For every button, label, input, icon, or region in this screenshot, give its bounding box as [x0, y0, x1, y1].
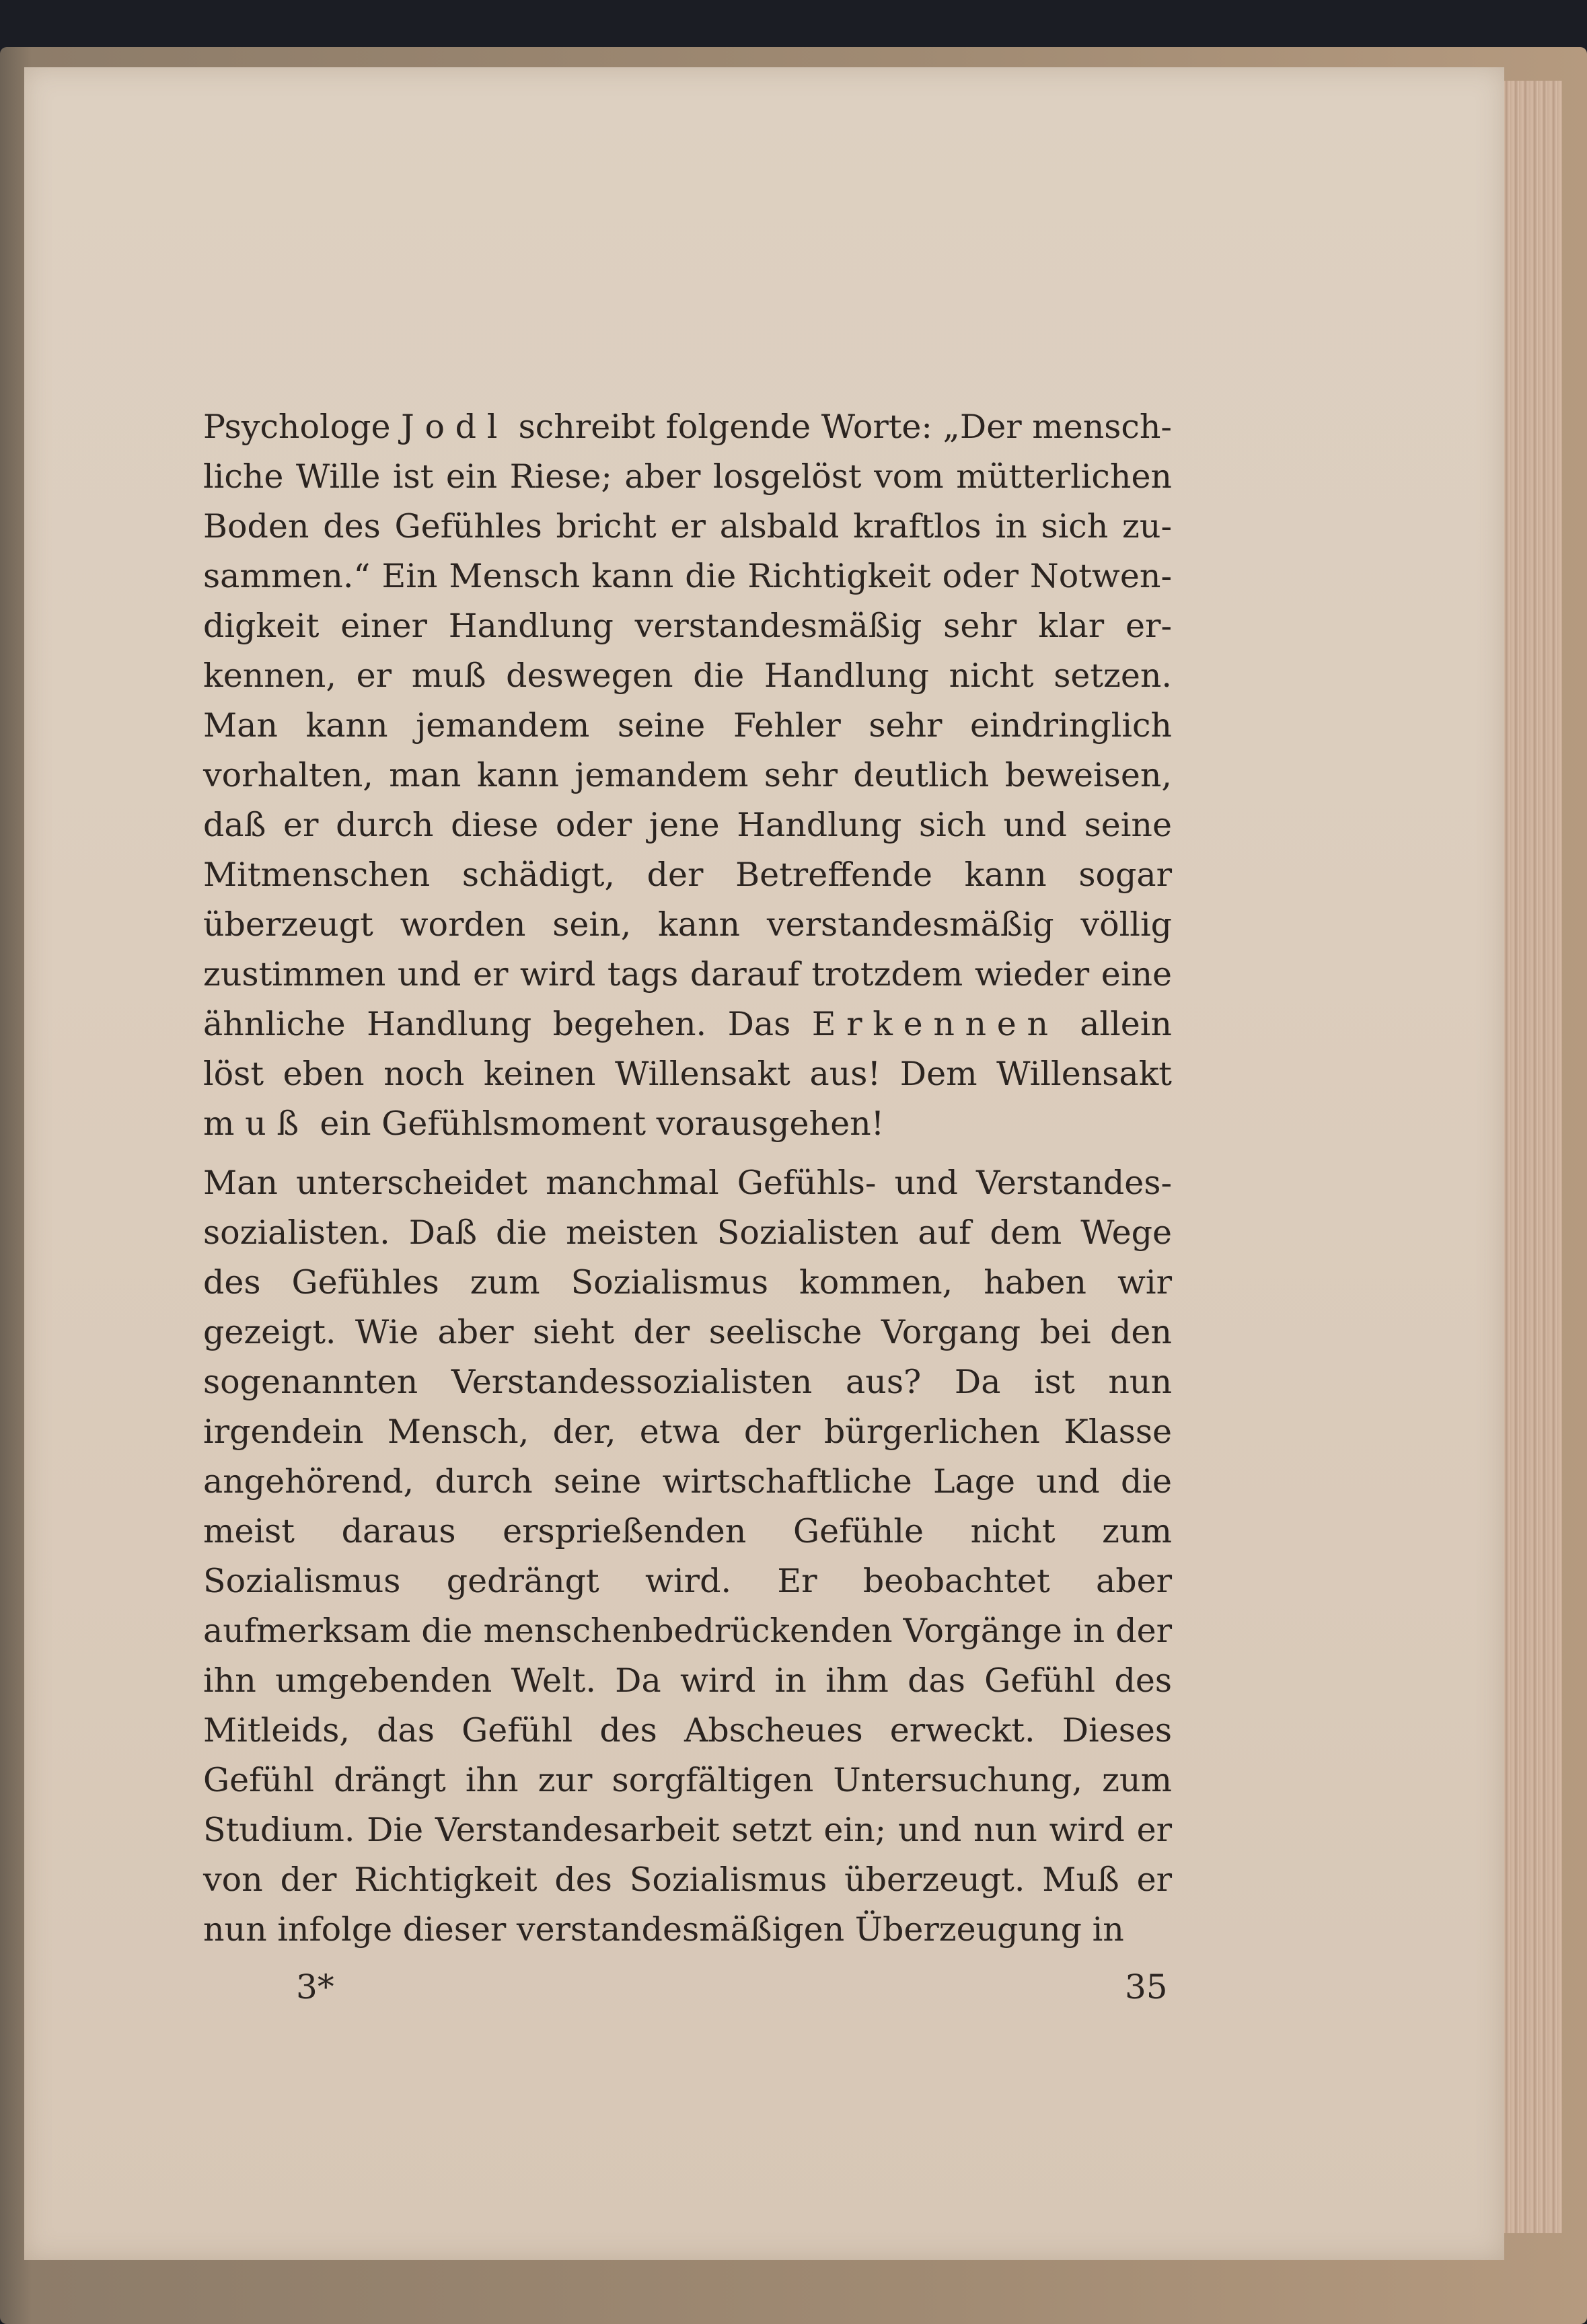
paragraph-2: Man unterscheidet manchmal Gefühls- und Verstandessozialisten. Daß die meisten Sozialisten auf dem Wege des Gefühles zum Sozialismus kommen, haben wir gezeigt. Wie aber sieht der seelische Vorgang bei den sogenannten Verstandessozialisten aus? Da ist nun irgendein Mensch, der, etwa der bürgerlichen Klasse angehörend, durch seine wirtschaftliche Lage und die meist daraus ersprießenden Gefühle nicht zum Sozialismus gedrängt wird. Er beobachtet aber aufmerksam die menschenbedrückenden Vorgänge in der ihn umgebenden Welt. Da wird in ihm das Gefühl des Mitleids, das Gefühl des Abscheues erweckt. Dieses Gefühl drängt ihn zur sorgfältigen Untersuchung, zum Studium. Die Verstandesarbeit setzt ein; und nun wird er von der Richtigkeit des Sozialismus überzeugt. Muß er nun infolge dieser verstandesmäßigen Überzeugung in — [203, 1164, 1172, 1949]
paragraph-1-text-a: Psychologe — [203, 408, 402, 446]
paragraph-1-text-b: schreibt folgende Worte: „Der menschliche Wille ist ein Riese; aber losgelöst vom mütterlichen Boden des Gefühles bricht er alsbald kraftlos in sich zusammen.“ Ein Mensch kann die Richtigkeit oder Notwendigkeit einer Handlung verstandesmäßig sehr klar erkennen, er muß deswegen die Handlung nicht setzen. Man kann jemandem seine Fehler sehr eindringlich vorhalten, man kann jemandem sehr deutlich beweisen, daß er durch diese oder jene Handlung sich und seine Mitmenschen schädigt, der Betreffende kann sogar überzeugt worden sein, kann verstandesmäßig völlig zustimmen und er wird tags darauf trotzdem wieder eine ähnliche Handlung begehen. Das — [203, 408, 1172, 1043]
emphasized-name: Jodl — [401, 408, 509, 446]
paragraph-1 — [203, 402, 1172, 1149]
paragraph-1-text-c: allein löst eben noch keinen Willensakt aus! Dem Willensakt — [203, 1005, 1172, 1093]
paragraph-1-text-d: ein Gefühlsmoment vorausgehen! — [309, 1104, 885, 1143]
emphasized-muss: muß — [203, 1104, 309, 1143]
body-text — [203, 402, 1172, 1955]
signature-mark: 3* — [296, 1967, 334, 2007]
emphasized-erkennen: Erkennen — [811, 1005, 1059, 1043]
page-number: 35 — [1125, 1967, 1168, 2007]
